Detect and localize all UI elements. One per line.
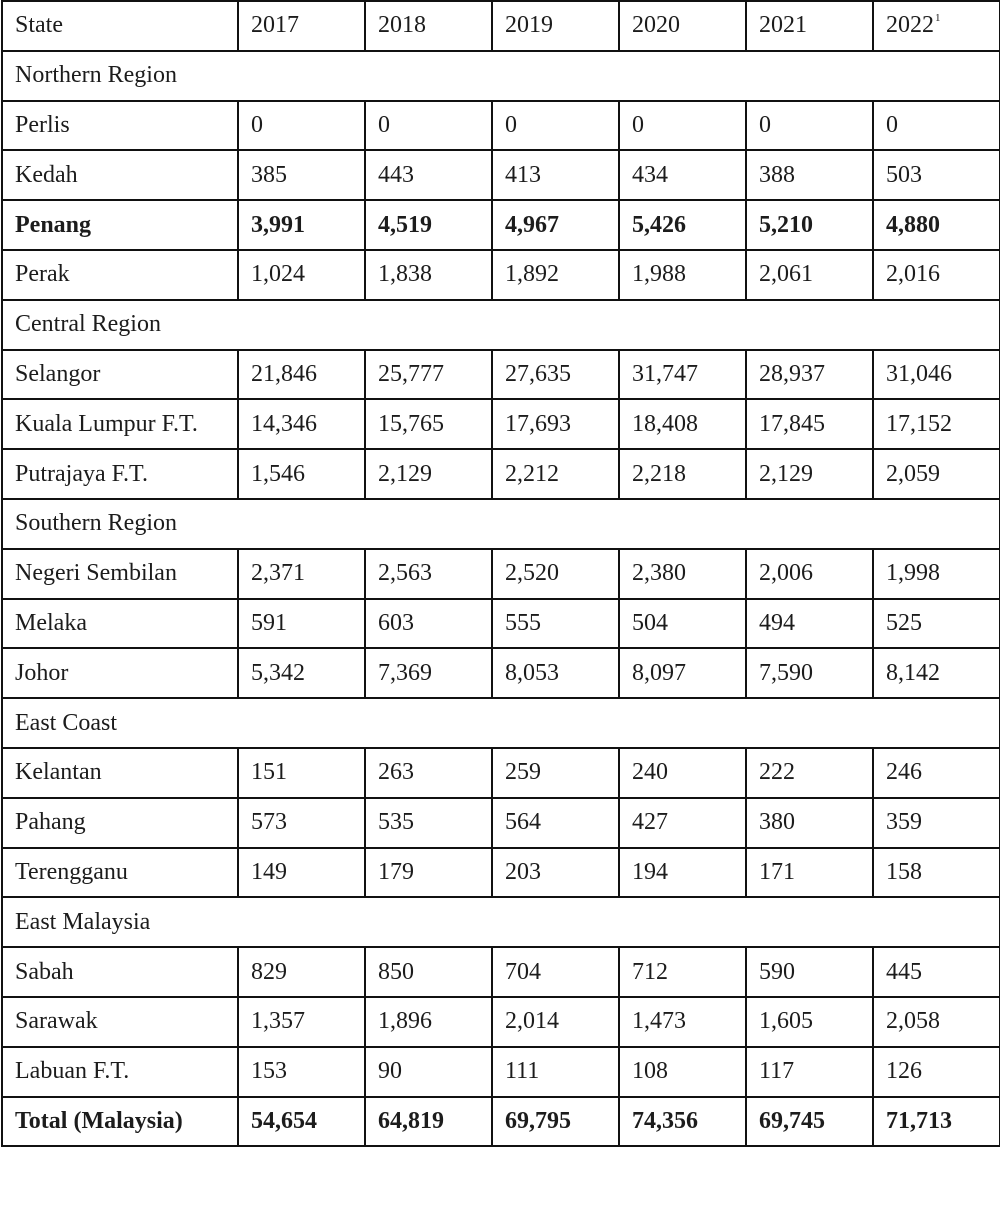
value-cell: 535	[365, 798, 492, 848]
value-cell: 503	[873, 150, 1000, 200]
value-cell: 15,765	[365, 399, 492, 449]
header-year: 2018	[365, 1, 492, 51]
state-name: Sabah	[2, 947, 238, 997]
value-cell: 445	[873, 947, 1000, 997]
value-cell: 31,747	[619, 350, 746, 400]
state-name: Kelantan	[2, 748, 238, 798]
value-cell: 5,342	[238, 648, 365, 698]
value-cell: 1,998	[873, 549, 1000, 599]
table-row	[2, 350, 1000, 400]
value-cell: 259	[492, 748, 619, 798]
value-cell: 18,408	[619, 399, 746, 449]
footnote-marker: 1	[935, 12, 941, 25]
value-cell: 1,988	[619, 250, 746, 300]
value-cell: 504	[619, 599, 746, 649]
value-cell: 443	[365, 150, 492, 200]
state-name: Sarawak	[2, 997, 238, 1047]
value-cell: 2,129	[746, 449, 873, 499]
value-cell: 171	[746, 848, 873, 898]
state-data-table	[1, 0, 1000, 1147]
table-row	[2, 101, 1000, 151]
total-value: 54,654	[238, 1097, 365, 1147]
value-cell: 1,892	[492, 250, 619, 300]
table-row	[2, 200, 1000, 250]
value-cell: 413	[492, 150, 619, 200]
value-cell: 564	[492, 798, 619, 848]
value-cell: 380	[746, 798, 873, 848]
value-cell: 0	[619, 101, 746, 151]
value-cell: 31,046	[873, 350, 1000, 400]
value-cell: 4,880	[873, 200, 1000, 250]
region-label: Northern Region	[2, 51, 1000, 101]
state-name: Melaka	[2, 599, 238, 649]
state-name: Selangor	[2, 350, 238, 400]
value-cell: 14,346	[238, 399, 365, 449]
value-cell: 90	[365, 1047, 492, 1097]
total-value: 74,356	[619, 1097, 746, 1147]
value-cell: 203	[492, 848, 619, 898]
value-cell: 0	[492, 101, 619, 151]
value-cell: 28,937	[746, 350, 873, 400]
value-cell: 2,014	[492, 997, 619, 1047]
value-cell: 603	[365, 599, 492, 649]
state-name: Perak	[2, 250, 238, 300]
value-cell: 5,210	[746, 200, 873, 250]
state-name: Johor	[2, 648, 238, 698]
value-cell: 21,846	[238, 350, 365, 400]
table-row	[2, 399, 1000, 449]
state-name: Kuala Lumpur F.T.	[2, 399, 238, 449]
value-cell: 2,520	[492, 549, 619, 599]
region-row	[2, 300, 1000, 350]
table-row	[2, 599, 1000, 649]
state-name: Putrajaya F.T.	[2, 449, 238, 499]
value-cell: 111	[492, 1047, 619, 1097]
value-cell: 246	[873, 748, 1000, 798]
value-cell: 1,473	[619, 997, 746, 1047]
table-body	[2, 51, 1000, 1147]
value-cell: 151	[238, 748, 365, 798]
value-cell: 1,546	[238, 449, 365, 499]
value-cell: 17,693	[492, 399, 619, 449]
value-cell: 149	[238, 848, 365, 898]
value-cell: 2,371	[238, 549, 365, 599]
value-cell: 2,058	[873, 997, 1000, 1047]
table-row	[2, 549, 1000, 599]
value-cell: 5,426	[619, 200, 746, 250]
value-cell: 434	[619, 150, 746, 200]
value-cell: 7,590	[746, 648, 873, 698]
value-cell: 573	[238, 798, 365, 848]
value-cell: 385	[238, 150, 365, 200]
total-value: 69,795	[492, 1097, 619, 1147]
value-cell: 25,777	[365, 350, 492, 400]
value-cell: 494	[746, 599, 873, 649]
table-row	[2, 997, 1000, 1047]
table-row	[2, 1047, 1000, 1097]
region-row	[2, 698, 1000, 748]
value-cell: 591	[238, 599, 365, 649]
value-cell: 712	[619, 947, 746, 997]
value-cell: 222	[746, 748, 873, 798]
value-cell: 850	[365, 947, 492, 997]
header-year: 2020	[619, 1, 746, 51]
value-cell: 27,635	[492, 350, 619, 400]
value-cell: 2,218	[619, 449, 746, 499]
value-cell: 1,024	[238, 250, 365, 300]
header-year: 2021	[746, 1, 873, 51]
region-row	[2, 499, 1000, 549]
table-row	[2, 848, 1000, 898]
value-cell: 2,061	[746, 250, 873, 300]
state-name: Pahang	[2, 798, 238, 848]
state-name: Terengganu	[2, 848, 238, 898]
value-cell: 427	[619, 798, 746, 848]
value-cell: 108	[619, 1047, 746, 1097]
total-value: 64,819	[365, 1097, 492, 1147]
value-cell: 2,212	[492, 449, 619, 499]
state-name: Kedah	[2, 150, 238, 200]
header-year-label: 2022	[886, 12, 934, 39]
value-cell: 0	[873, 101, 1000, 151]
table-row	[2, 798, 1000, 848]
region-label: Central Region	[2, 300, 1000, 350]
value-cell: 1,896	[365, 997, 492, 1047]
table-row	[2, 449, 1000, 499]
value-cell: 17,845	[746, 399, 873, 449]
total-value: 69,745	[746, 1097, 873, 1147]
region-row	[2, 897, 1000, 947]
value-cell: 126	[873, 1047, 1000, 1097]
total-label: Total (Malaysia)	[2, 1097, 238, 1147]
table-row	[2, 250, 1000, 300]
value-cell: 263	[365, 748, 492, 798]
header-state: State	[2, 1, 238, 51]
state-name: Perlis	[2, 101, 238, 151]
header-row	[2, 1, 1000, 51]
value-cell: 0	[238, 101, 365, 151]
value-cell: 0	[746, 101, 873, 151]
table-row	[2, 947, 1000, 997]
region-label: Southern Region	[2, 499, 1000, 549]
value-cell: 8,097	[619, 648, 746, 698]
region-row	[2, 51, 1000, 101]
value-cell: 2,006	[746, 549, 873, 599]
value-cell: 0	[365, 101, 492, 151]
value-cell: 2,563	[365, 549, 492, 599]
value-cell: 1,357	[238, 997, 365, 1047]
value-cell: 2,016	[873, 250, 1000, 300]
value-cell: 117	[746, 1047, 873, 1097]
value-cell: 555	[492, 599, 619, 649]
value-cell: 2,059	[873, 449, 1000, 499]
region-label: East Coast	[2, 698, 1000, 748]
header-year-last	[873, 1, 1000, 51]
value-cell: 1,838	[365, 250, 492, 300]
value-cell: 829	[238, 947, 365, 997]
region-label: East Malaysia	[2, 897, 1000, 947]
header-year: 2019	[492, 1, 619, 51]
value-cell: 153	[238, 1047, 365, 1097]
value-cell: 3,991	[238, 200, 365, 250]
value-cell: 704	[492, 947, 619, 997]
value-cell: 8,142	[873, 648, 1000, 698]
value-cell: 179	[365, 848, 492, 898]
value-cell: 158	[873, 848, 1000, 898]
value-cell: 8,053	[492, 648, 619, 698]
state-name: Negeri Sembilan	[2, 549, 238, 599]
value-cell: 590	[746, 947, 873, 997]
table-row	[2, 648, 1000, 698]
table-row	[2, 150, 1000, 200]
total-value: 71,713	[873, 1097, 1000, 1147]
value-cell: 7,369	[365, 648, 492, 698]
value-cell: 388	[746, 150, 873, 200]
table-row	[2, 748, 1000, 798]
total-row	[2, 1097, 1000, 1147]
value-cell: 525	[873, 599, 1000, 649]
value-cell: 4,519	[365, 200, 492, 250]
value-cell: 2,380	[619, 549, 746, 599]
value-cell: 194	[619, 848, 746, 898]
value-cell: 4,967	[492, 200, 619, 250]
value-cell: 1,605	[746, 997, 873, 1047]
value-cell: 2,129	[365, 449, 492, 499]
value-cell: 17,152	[873, 399, 1000, 449]
state-name: Penang	[2, 200, 238, 250]
value-cell: 240	[619, 748, 746, 798]
state-name: Labuan F.T.	[2, 1047, 238, 1097]
header-year: 2017	[238, 1, 365, 51]
value-cell: 359	[873, 798, 1000, 848]
